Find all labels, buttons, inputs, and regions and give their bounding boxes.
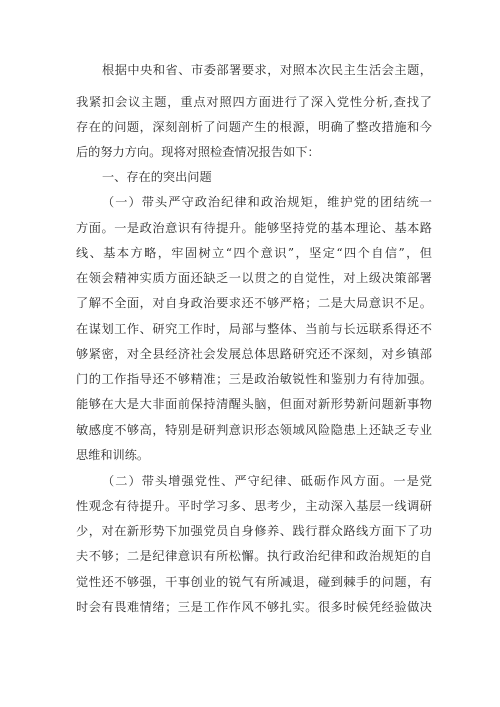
paragraph2-line-1: （二）带头增强党性、严守纪律、砥砺作风方面。一是党 — [102, 474, 432, 488]
paragraph2-line-2: 性观念有待提升。平时学习多、思考少，主动深入基层一线调研 — [76, 499, 432, 513]
paragraph1-line-5: 了解不全面，对自身政治要求还不够严格；二是大局意识不足。 — [76, 296, 432, 310]
paragraph1-line-11: 思维和训练。 — [76, 448, 150, 462]
paragraph2-line-3: 少，对在新形势下加强党员自身修养、践行群众路线方面下了功 — [76, 524, 432, 538]
paragraph1-line-7: 够紧密，对全县经济社会发展总体思路研究还不深刻，对乡镇部 — [76, 347, 432, 361]
paragraph1-line-10: 敏感度不够高，特别是研判意识形态领域风险隐患上还缺乏专业 — [76, 423, 432, 437]
paragraph1-line-4: 在领会精神实质方面还缺乏一以贯之的自觉性，对上级决策部署 — [76, 271, 432, 285]
paragraph1-line-2: 方面。一是政治意识有待提升。能够坚持党的基本理论、基本路 — [76, 221, 432, 235]
paragraph1-line-6: 在谋划工作、研究工作时，局部与整体、当前与长远联系得还不 — [76, 322, 432, 336]
intro-line-2: 我紧扣会议主题，重点对照四方面进行了深入党性分析,查找了 — [76, 95, 432, 109]
paragraph1-line-3: 线、基本方略，牢固树立“四个意识”，坚定“四个自信”，但 — [76, 246, 432, 260]
paragraph1-line-1: （一）带头严守政治纪律和政治规矩，维护党的团结统一 — [102, 195, 432, 209]
intro-line-4: 后的努力方向。现将对照检查情况报告如下： — [76, 145, 320, 159]
intro-line-3: 存在的问题，深刻剖析了问题产生的根源，明确了整改措施和今 — [76, 120, 432, 134]
paragraph2-line-5: 觉性还不够强，干事创业的锐气有所减退，碰到棘手的问题，有 — [76, 575, 432, 589]
paragraph1-line-9: 能够在大是大非面前保持清醒头脑，但面对新形势新问题新事物 — [76, 397, 432, 411]
paragraph2-line-6: 时会有畏难情绪；三是工作作风不够扎实。很多时候凭经验做决 — [76, 600, 432, 614]
section-heading: 一、存在的突出问题 — [102, 170, 212, 184]
paragraph2-line-4: 夫不够；二是纪律意识有所松懈。执行政治纪律和政治规矩的自 — [76, 549, 432, 563]
paragraph1-line-8: 门的工作指导还不够精准；三是政治敏锐性和鉴别力有待加强。 — [76, 372, 432, 386]
intro-line-1: 根据中央和省、市委部署要求，对照本次民主生活会主题， — [102, 63, 432, 77]
